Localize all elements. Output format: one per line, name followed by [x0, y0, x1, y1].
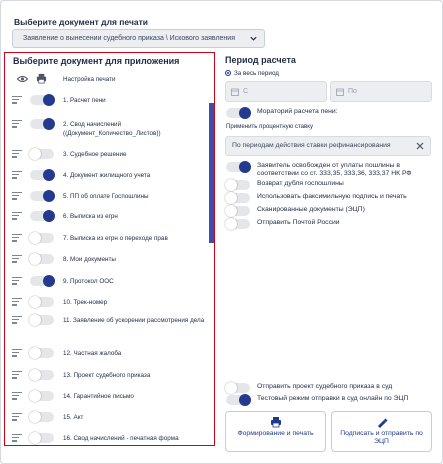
attachment-label: 4. Документ жилищного учета — [63, 172, 151, 179]
attachment-label: 12. Частная жалоба — [63, 350, 122, 357]
attachment-row — [5, 253, 210, 267]
drag-handle-icon[interactable] — [12, 316, 22, 324]
attachment-row — [5, 432, 210, 446]
apply-rate-label: Применить процентную ставку — [226, 123, 314, 130]
date-to-field[interactable] — [330, 81, 432, 102]
attachment-row — [5, 275, 210, 289]
attachment-row — [5, 347, 210, 361]
send-option-row — [226, 382, 436, 394]
attachment-row — [5, 148, 210, 162]
drag-handle-icon[interactable] — [12, 234, 22, 242]
period-title: Период расчета — [225, 55, 296, 65]
drag-handle-icon[interactable] — [12, 96, 22, 104]
drag-handle-icon[interactable] — [12, 298, 22, 306]
attachment-label: 14. Гарантийное письмо — [63, 393, 134, 400]
attachment-toggle[interactable] — [30, 276, 54, 286]
attachment-label: 11. Заявление об ускорении рассмотрения дела — [63, 317, 205, 324]
attachment-row — [5, 190, 210, 204]
attachment-label: 13. Проект судебного приказа — [63, 372, 151, 379]
drag-handle-icon[interactable] — [12, 120, 22, 128]
calendar-icon — [231, 88, 239, 96]
printer-icon — [270, 416, 282, 428]
option-row — [226, 218, 436, 230]
calendar-icon — [336, 88, 344, 96]
rate-select[interactable] — [225, 136, 431, 156]
option-toggle[interactable] — [226, 162, 250, 172]
radio-selected-icon[interactable] — [225, 70, 231, 76]
attachment-label: 10. Трек-номер — [63, 299, 108, 306]
attachment-row — [5, 94, 210, 108]
attachment-row — [5, 169, 210, 183]
date-to-placeholder: По — [348, 88, 357, 95]
send-option-toggle[interactable] — [226, 395, 250, 405]
attachment-row — [5, 210, 210, 224]
option-label: Сканированные документы (ЭЦП) — [257, 206, 365, 213]
option-toggle[interactable] — [226, 180, 250, 190]
form-and-print-label: Формирование и печать — [237, 430, 314, 437]
attachment-label: 15. Акт — [63, 414, 84, 421]
close-icon[interactable] — [415, 141, 425, 151]
option-row — [226, 161, 436, 177]
drag-handle-icon[interactable] — [12, 255, 22, 263]
whole-period-label: За весь период — [234, 70, 279, 77]
chevron-down-icon — [249, 34, 258, 43]
attachment-toggle[interactable] — [30, 370, 54, 380]
attachment-toggle[interactable] — [30, 315, 54, 325]
option-label: Отправить Почтой России — [257, 219, 340, 226]
attachment-label: 6. Выписка из егрн — [63, 213, 118, 220]
attachment-label: 3. Судебное решение — [63, 151, 127, 158]
drag-handle-icon[interactable] — [12, 150, 22, 158]
drag-handle-icon[interactable] — [12, 349, 22, 357]
option-row — [226, 179, 436, 191]
attachment-toggle[interactable] — [30, 297, 54, 307]
moratorium-row — [226, 107, 436, 119]
option-row — [226, 192, 436, 204]
drag-handle-icon[interactable] — [12, 277, 22, 285]
rate-select-value: По периодам действия ставки рефинансирования — [232, 142, 391, 149]
attachment-label: 7. Выписка из егрн о переходе прав — [63, 235, 168, 242]
attachment-row — [5, 390, 210, 404]
attachment-toggle[interactable] — [30, 211, 54, 221]
attachment-toggle[interactable] — [30, 119, 54, 129]
drag-handle-icon[interactable] — [12, 171, 22, 179]
option-row — [226, 205, 436, 217]
moratorium-label: Мораторий расчета пени: — [257, 108, 338, 115]
attachment-toggle[interactable] — [30, 191, 54, 201]
date-from-placeholder: С — [243, 88, 249, 95]
send-option-row — [226, 394, 436, 406]
send-option-label: Тестовый режим отправки в суд онлайн по ЭЦП — [257, 395, 409, 402]
attachment-label: 9. Протокол ООС — [63, 278, 114, 285]
option-label: Заявитель освобожден от уплаты пошлины в соответствии со ст. 333,35, 333,36, 333,37 НК РФ — [257, 162, 412, 177]
attachment-label: 16. Свод начислений - печатная форма — [63, 435, 179, 442]
send-option-toggle[interactable] — [226, 383, 250, 393]
sign-and-send-label: Подписать и отправить по ЭЦП — [340, 430, 423, 445]
attachment-label: 5. ПП об оплате Госпошлины — [63, 193, 149, 200]
attachment-toggle[interactable] — [30, 254, 54, 264]
printer-icon[interactable] — [36, 73, 47, 84]
drag-handle-icon[interactable] — [12, 371, 22, 379]
attachment-toggle[interactable] — [30, 348, 54, 358]
option-label: Возврат дубля госпошлины — [257, 180, 344, 187]
signature-icon — [376, 416, 388, 428]
attachment-row — [5, 314, 210, 328]
attachment-row — [5, 369, 210, 383]
eye-icon[interactable] — [17, 75, 28, 83]
attachment-toggle[interactable] — [30, 170, 54, 180]
attachment-toggle[interactable] — [30, 95, 54, 105]
attachment-label: 2. Свод начислений ((Документ_Количество_Листов)) — [63, 121, 161, 137]
print-settings-row — [5, 73, 210, 87]
attachment-label: 1. Расчет пени — [63, 97, 106, 104]
document-select[interactable] — [12, 29, 265, 48]
sign-and-send-button[interactable] — [331, 411, 432, 452]
drag-handle-icon[interactable] — [12, 192, 22, 200]
attachment-toggle[interactable] — [30, 433, 54, 443]
attachment-label: 8. Мои документы — [63, 256, 116, 263]
print-settings-label[interactable]: Настройка печати — [63, 76, 116, 83]
attachment-row — [5, 411, 210, 425]
drag-handle-icon[interactable] — [12, 212, 22, 220]
option-label: Использовать факсимильную подпись и печать — [257, 193, 407, 200]
date-from-field[interactable] — [225, 81, 327, 102]
attachment-toggle[interactable] — [30, 149, 54, 159]
option-toggle[interactable] — [226, 206, 250, 216]
drag-handle-icon[interactable] — [12, 413, 22, 421]
drag-handle-icon[interactable] — [12, 392, 22, 400]
whole-period-radio[interactable] — [225, 70, 279, 77]
send-option-label: Отправить проект судебного приказа в суд — [257, 383, 393, 390]
dialog-title: Выберите документ для печати — [14, 17, 148, 27]
attachment-row — [5, 118, 210, 137]
moratorium-toggle[interactable] — [226, 108, 250, 118]
attachment-toggle[interactable] — [30, 391, 54, 401]
attachment-row — [5, 232, 210, 246]
attachments-panel — [4, 52, 215, 446]
attachment-toggle[interactable] — [30, 412, 54, 422]
attachment-row — [5, 296, 210, 310]
option-toggle[interactable] — [226, 193, 250, 203]
drag-handle-icon[interactable] — [12, 434, 22, 442]
document-select-value: Заявление о вынесении судебного приказа \ Искового заявления — [23, 35, 235, 42]
form-and-print-button[interactable] — [225, 411, 326, 452]
attachments-title: Выберите документ для приложения — [13, 56, 180, 66]
attachment-toggle[interactable] — [30, 233, 54, 243]
option-toggle[interactable] — [226, 219, 250, 229]
